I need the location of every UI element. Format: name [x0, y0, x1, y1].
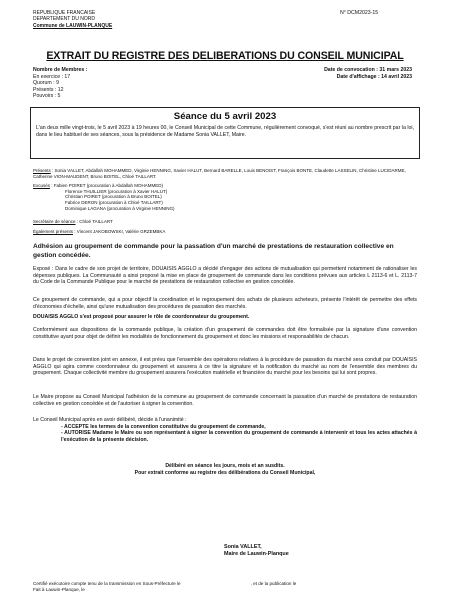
- egalement-presents-label: Également présents: [33, 229, 74, 234]
- date-convocation: Date de convocation : 31 mars 2023: [324, 67, 412, 73]
- egalement-presents-line: [33, 229, 417, 235]
- session-title: Séance du 5 avril 2023: [173, 111, 277, 122]
- paragraph-proposition: Le Maire propose au Conseil Municipal l'adhésion de la commune au groupement de commande concernant la passation d'un marché de prestations de restauration collective en gestion concédée et de l'autoriser à signer la convention.: [33, 394, 417, 407]
- presents-count: Présents : 12: [33, 86, 64, 93]
- secretaire-label: Secrétaire de séance: [33, 219, 76, 224]
- session-body: L'an deux mille vingt-trois, le 5 avril 2023 à 19 heures 00, le Conseil Municipal de cette Commune, régulièrement convoqué, s'est réuni au nombre prescrit par la loi, dans le lieu habituel de ses séances, sous la présidence de Madame Sonia VALLET, Maire.: [36, 125, 414, 138]
- date-affichage: Date d'affichage : 14 avril 2023: [336, 73, 412, 80]
- signature-role: Maire de Lauwin-Planque: [224, 551, 289, 558]
- closing-block: [33, 463, 417, 476]
- footer-line-2: Fait à Lauwin-Planque, le: [33, 587, 85, 593]
- decision-intro: Le Conseil Municipal après en avoir délibéré, décide à l'unanimité :: [33, 417, 187, 423]
- footer-line-1: Certifié exécutoire compte tenu de la transmission en Sous-Préfecture le: [33, 581, 181, 586]
- footer-line-1b: , et de la publication le: [250, 581, 297, 586]
- member-counts: [33, 67, 87, 100]
- presents-list: [33, 168, 417, 179]
- excuses-label: Excusés: [33, 183, 51, 188]
- decision-item: - ACCEPTE les termes de la convention constitutive du groupement de commande,: [61, 423, 266, 430]
- closing-line-2: Pour extrait conforme au registre des délibérations du Conseil Municipal,: [134, 469, 316, 476]
- excuses-first: : Fabien POIRET (procuration à Abdallah MOHAMMED): [50, 183, 163, 188]
- decision-block: [33, 417, 417, 443]
- paragraph-coordonnateur: DOUAISIS AGGLO s'est proposé pour assurer le rôle de coordonnateur du groupement.: [33, 314, 250, 320]
- presents-label: Présents: [33, 168, 51, 173]
- session-box: [30, 107, 420, 159]
- quorum: Quorum : 9: [33, 80, 59, 86]
- signature-name: Sonia VALLET,: [224, 544, 262, 550]
- secretaire-line: [33, 219, 417, 225]
- paragraph-convention: Conformément aux dispositions de la commande publique, la création d'un groupement de commandes doit être formalisée par la signature d'une convention constitutive ayant pour objet de définir les modalités de fonctionnement du groupement et donc les missions et responsabilités de chacun.: [33, 327, 417, 340]
- paragraph-groupement: Ce groupement de commande, qui a pour objectif la coordination et le regroupement des achats de plusieurs acheteurs, présente l'intérêt de permettre des effets d'économies d'échelle, ainsi qu'une mutualisation des procédures de passation des marchés.: [33, 297, 417, 310]
- header-line-republique: REPUBLIQUE FRANCAISE: [33, 10, 96, 16]
- deliberation-number: N° DCM2023-15: [340, 10, 379, 16]
- decision-item: - AUTORISE Madame le Maire ou son représentant à signer la convention du groupement de commande à intervenir et tous les actes attachés à l'exécution de la présente décision.: [61, 430, 417, 443]
- excuses-list: [33, 183, 417, 212]
- paragraph-expose: Exposé : Dans le cadre de son projet de territoire, DOUAISIS AGGLO a décidé d'engager des actions de mutualisation qui permettent notamment de rationaliser les dépenses publiques. La Communauté a ainsi proposé la mise en place de groupement de commande dans les conditions prévues aux articles L 2113-6 et L. 2113-7 du Code de la Commande Publique pour le marché de prestations de restauration collective en gestion concédée.: [33, 266, 417, 286]
- closing-line-1: Délibéré en séance les jours, mois et an susdits.: [165, 463, 285, 469]
- excuse-item: Fabrice DERON (procuration à Chloé TAILLART): [65, 200, 163, 206]
- secretaire-text: : Chloé TAILLART: [75, 219, 113, 224]
- footer: [33, 581, 417, 594]
- egalement-presents-text: : Vincent JAKOBOWSKI, Valérie GRZEMBKA: [73, 229, 166, 234]
- excuse-item: Dominique LAGANA (procuration à Virginie HENNING): [65, 205, 175, 211]
- excuse-item: Christian POIRET (procuration à Bruno BOITEL): [65, 194, 162, 200]
- en-exercice: En exercice : 17: [33, 73, 71, 80]
- excuse-item: Florence THUILLIER (procuration à Xavier HALUT): [65, 188, 168, 194]
- pouvoirs-count: Pouvoirs : 5: [33, 93, 61, 99]
- paragraph-projet: Dans le projet de convention joint en annexe, il est prévu que l'ensemble des opérations relatives à la procédure de passation du marché sera conduit par DOUAISIS AGGLO qui agira comme coordonnateur du groupement et assurera à ce titre la signature et la notification du marché au nom de l'ensemble des membres du groupement. Chaque collectivité membre du groupement assurera l'exécution matérielle et financière du marché pour les besoins qui lui sont propres.: [33, 357, 417, 377]
- header-commune: Commune de LAUWIN-PLANQUE: [33, 22, 113, 29]
- document-title: EXTRAIT DU REGISTRE DES DELIBERATIONS DU CONSEIL MUNICIPAL: [46, 50, 404, 62]
- dates-block: [254, 67, 412, 80]
- presents-text: : Sonia VALLET, Abdallah MOHAMMED, Virginie HENNING, Xavier HALUT, Bernard BARELLE, Louis BENOIST, François BONTE, Claudette LASSELIN, Christine LUCIDARME, Catherine VION-MAUDENT, Bruno BOITEL, Chloé TAILLART.: [33, 168, 406, 179]
- header-line-departement: DEPARTEMENT DU NORD: [33, 16, 95, 23]
- deliberation-subject: Adhésion au groupement de commande pour la passation d'un marché de prestations de restauration collective en gestion concédée.: [33, 243, 394, 259]
- signature-block: [224, 544, 289, 559]
- header-left: [33, 10, 112, 29]
- membres-label: Nombre de Membres :: [33, 67, 88, 73]
